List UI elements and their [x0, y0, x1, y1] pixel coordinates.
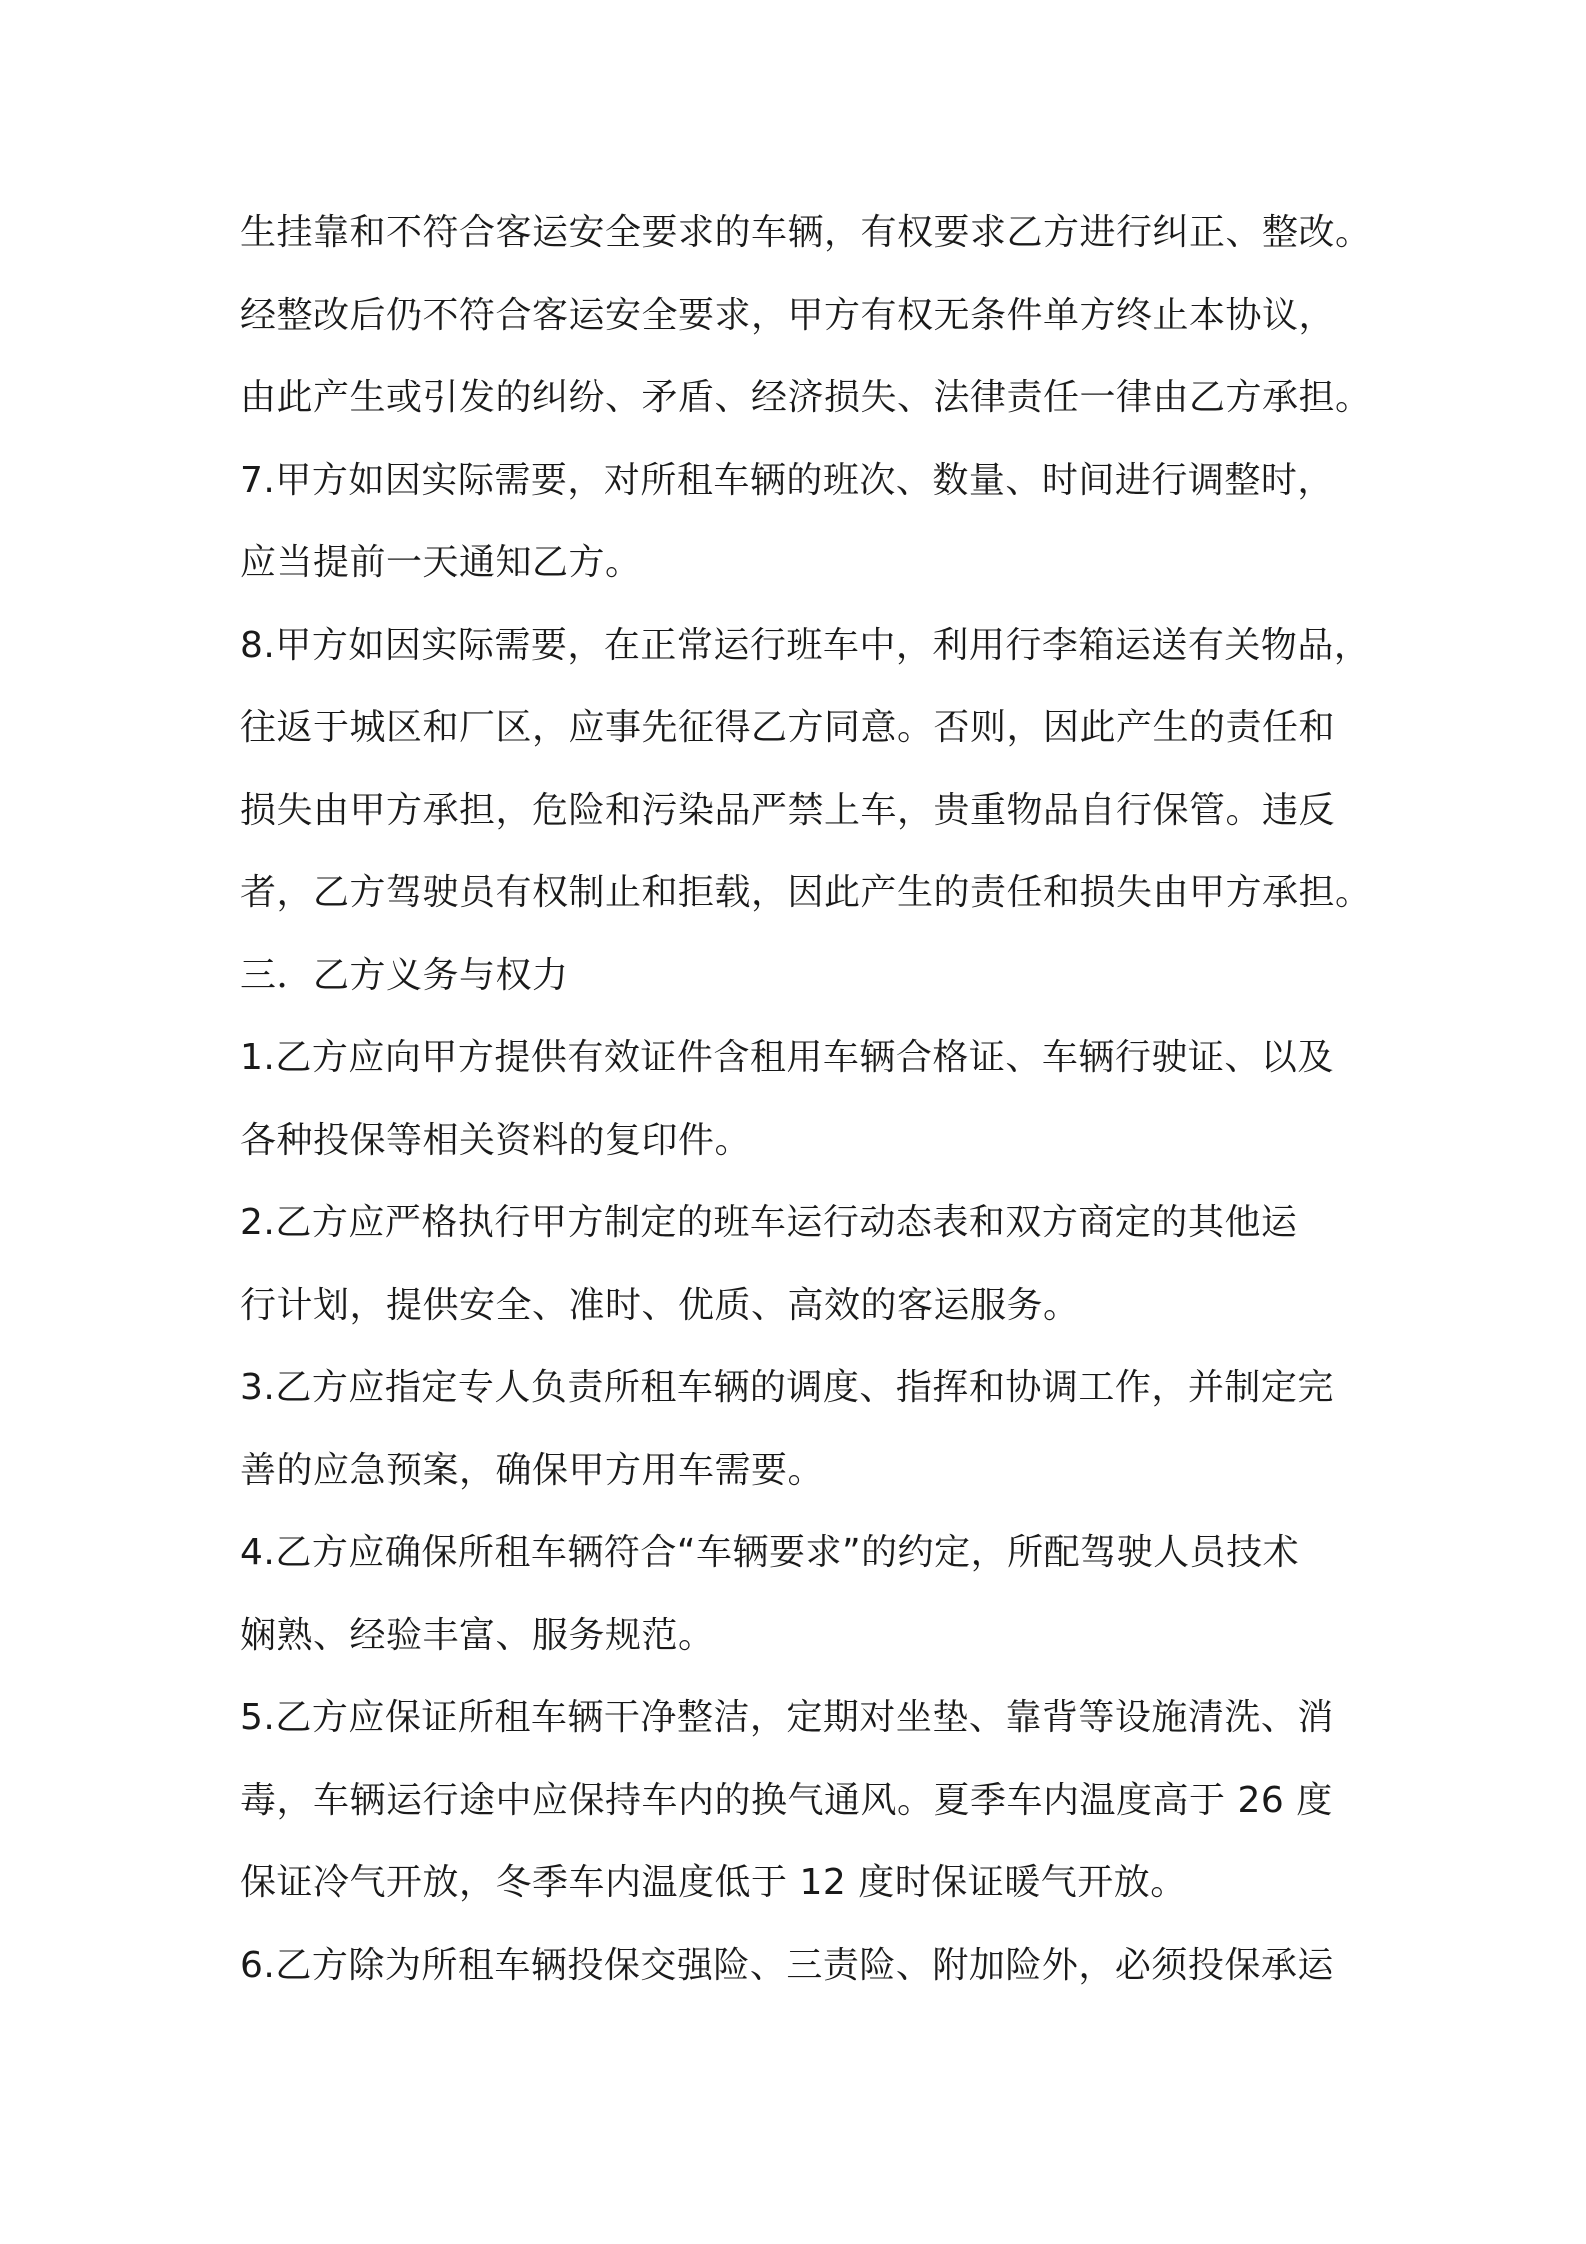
- text-line: 8.甲方如因实际需要，在正常运行班车中，利用行李箱运送有关物品，: [240, 624, 1371, 666]
- text-line: 由此产生或引发的纠纷、矛盾、经济损失、法律责任一律由乙方承担。: [240, 377, 1372, 418]
- document-body: [240, 192, 1372, 2007]
- text-line: 往返于城区和厂区，应事先征得乙方同意。否则，因此产生的责任和: [240, 707, 1336, 748]
- text-line: 7.甲方如因实际需要，对所租车辆的班次、数量、时间进行调整时，: [240, 459, 1334, 501]
- section-heading: 三．乙方义务与权力: [240, 954, 569, 996]
- text-line: 4.乙方应确保所租车辆符合“车辆要求”的约定，所配驾驶人员技术: [240, 1532, 1300, 1573]
- text-line: 6.乙方除为所租车辆投保交强险、三责险、附加险外，必须投保承运: [240, 1944, 1334, 1986]
- text-line: 3.乙方应指定专人负责所租车辆的调度、指挥和协调工作，并制定完: [240, 1367, 1334, 1408]
- text-line: 各种投保等相关资料的复印件。: [240, 1119, 752, 1161]
- text-line: 2.乙方应严格执行甲方制定的班车运行动态表和双方商定的其他运: [240, 1202, 1298, 1243]
- text-line: 经整改后仍不符合客运安全要求，甲方有权无条件单方终止本协议，: [240, 294, 1336, 336]
- text-line: 毒，车辆运行途中应保持车内的换气通风。夏季车内温度高于 26 度: [240, 1779, 1333, 1821]
- text-line: 1.乙方应向甲方提供有效证件含租用车辆合格证、车辆行驶证、以及: [240, 1037, 1334, 1078]
- text-line: 损失由甲方承担，危险和污染品严禁上车，贵重物品自行保管。违反: [240, 789, 1336, 831]
- text-line: 应当提前一天通知乙方。: [240, 542, 642, 583]
- text-line: 娴熟、经验丰富、服务规范。: [240, 1614, 715, 1656]
- text-line: 生挂靠和不符合客运安全要求的车辆，有权要求乙方进行纠正、整改。: [240, 212, 1372, 253]
- text-line: 善的应急预案，确保甲方用车需要。: [240, 1449, 825, 1491]
- text-line: 行计划，提供安全、准时、优质、高效的客运服务。: [240, 1284, 1080, 1326]
- text-line: 者，乙方驾驶员有权制止和拒载，因此产生的责任和损失由甲方承担。: [240, 872, 1372, 913]
- text-line: 保证冷气开放，冬季车内温度低于 12 度时保证暖气开放。: [240, 1862, 1187, 1903]
- text-line: 5.乙方应保证所租车辆干净整洁，定期对坐垫、靠背等设施清洗、消: [240, 1697, 1334, 1738]
